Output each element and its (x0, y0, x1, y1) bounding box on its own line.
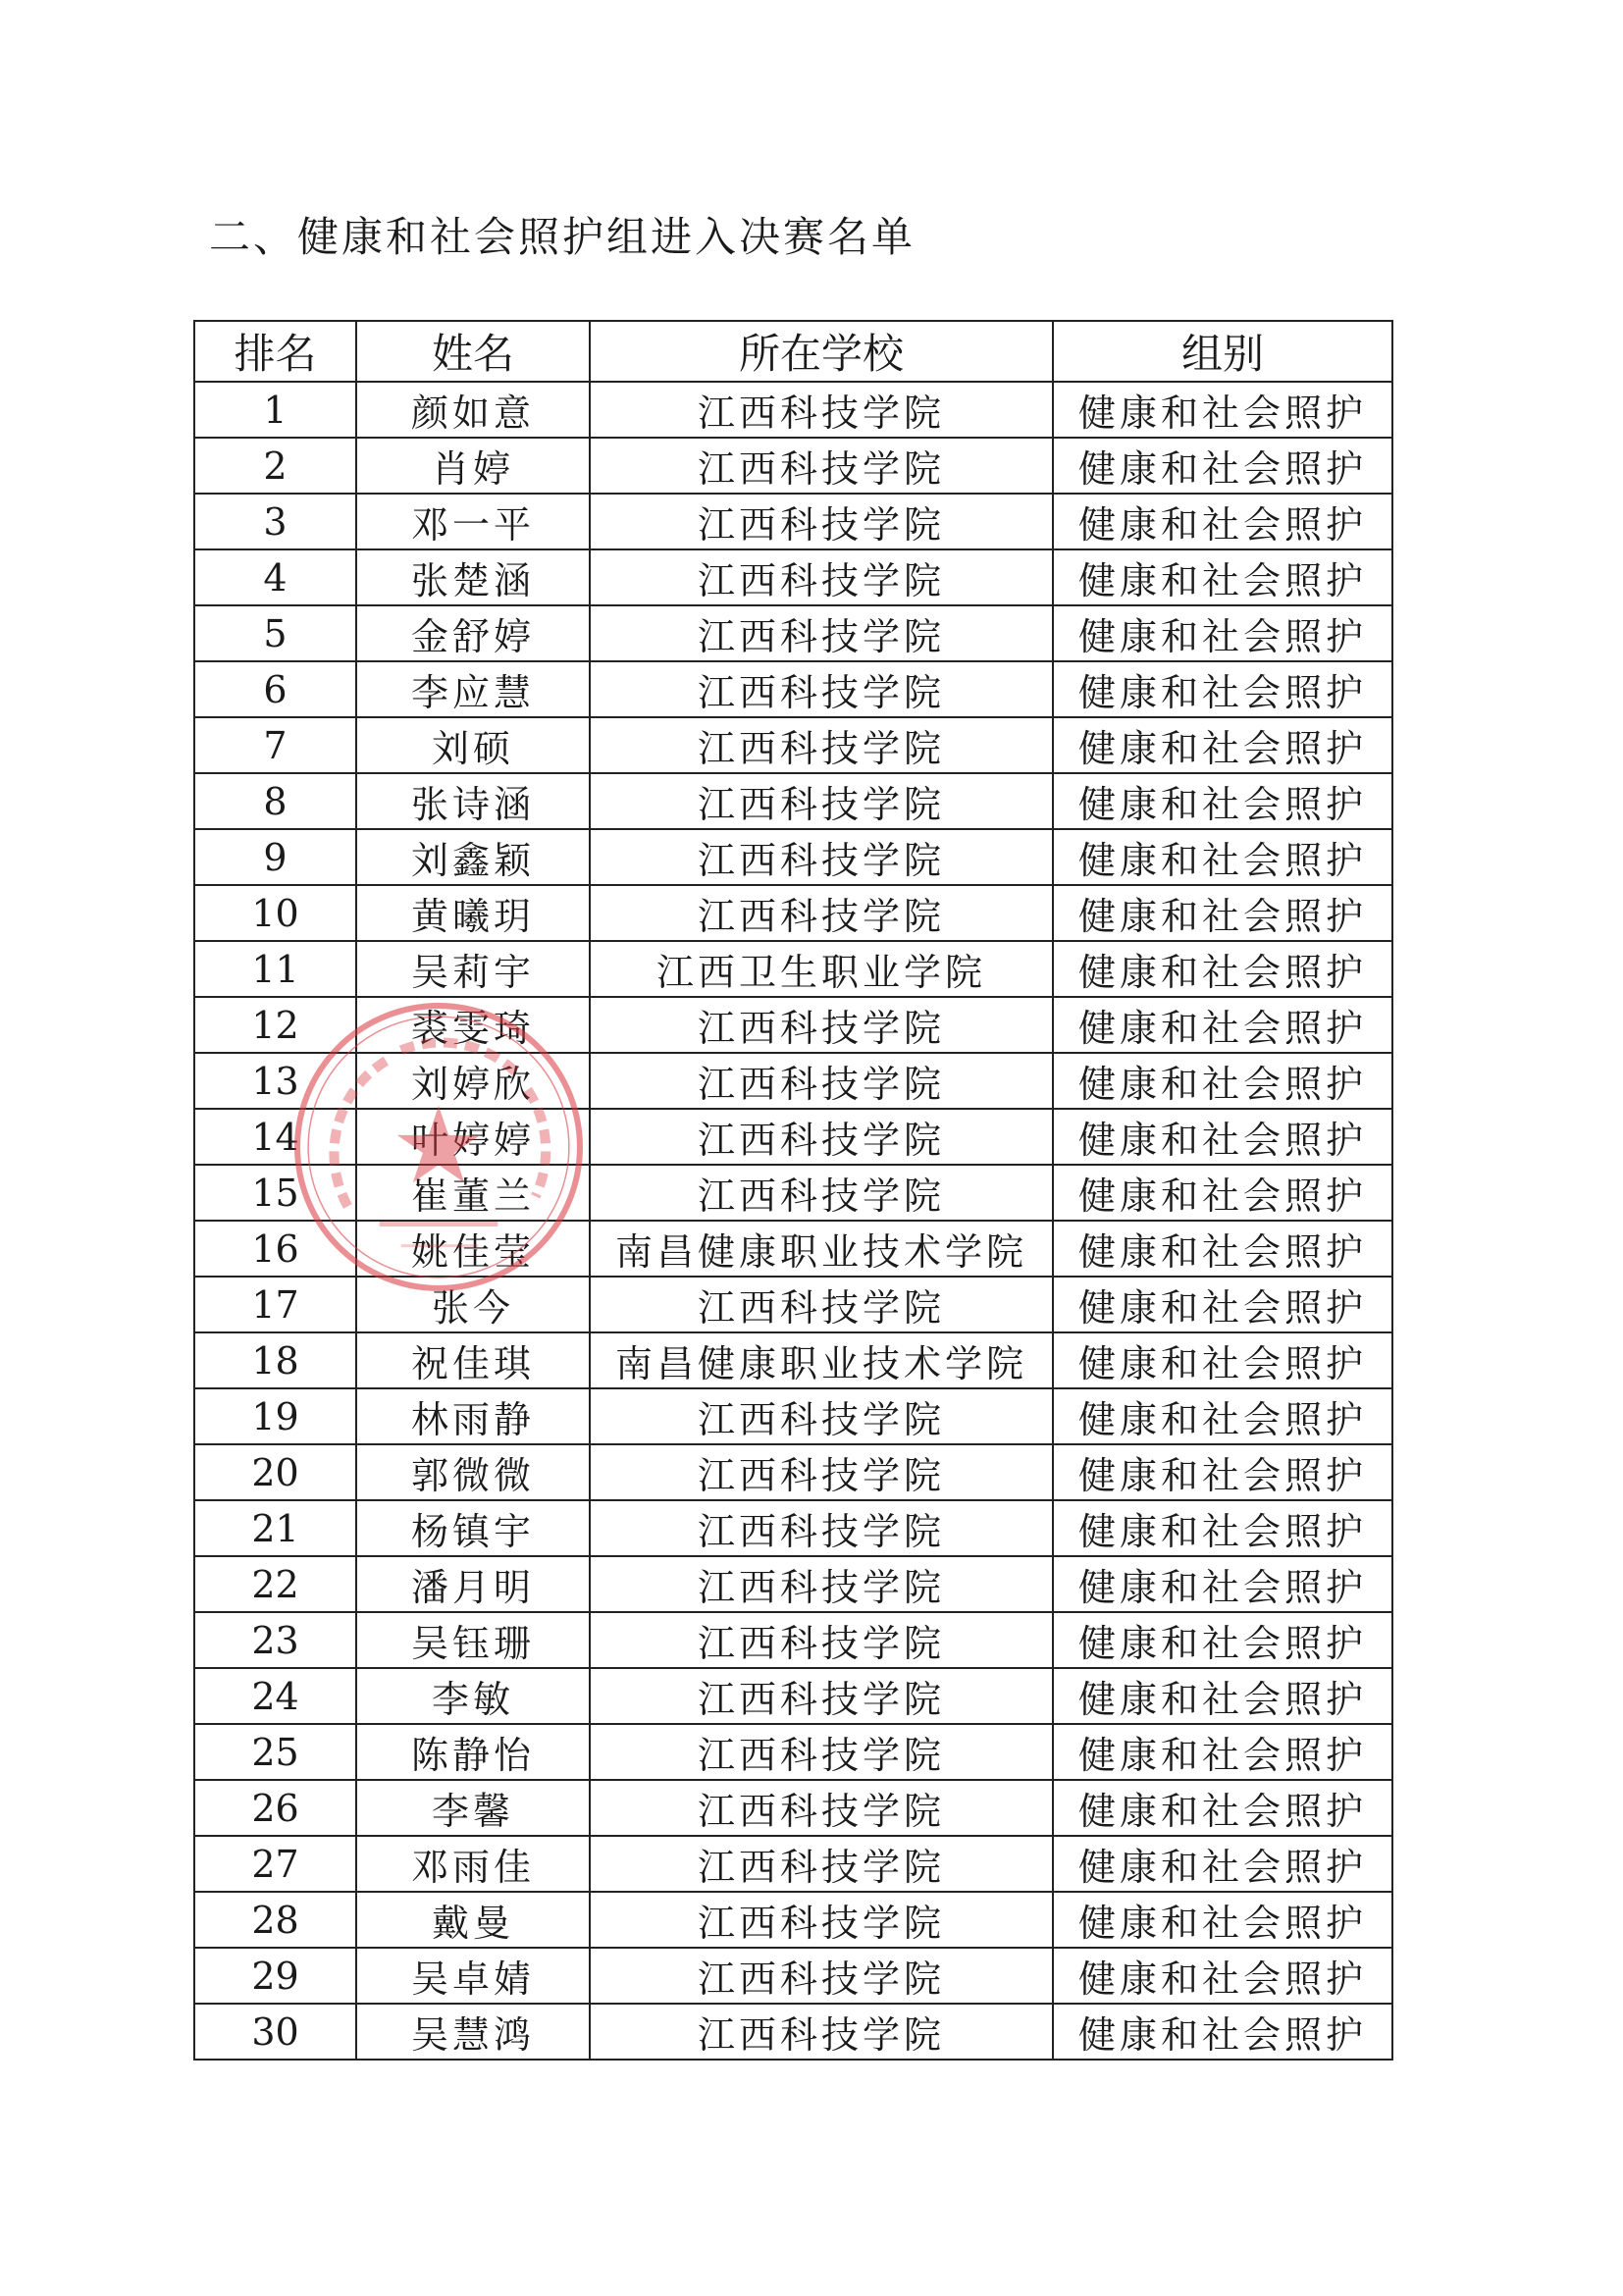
table-row (194, 438, 1392, 494)
table-row (194, 1109, 1392, 1165)
rank-cell: 16 (194, 1221, 356, 1277)
group-cell: 健康和社会照护 (1053, 1892, 1392, 1948)
rank-cell: 13 (194, 1053, 356, 1109)
rank-cell: 17 (194, 1277, 356, 1332)
table-row (194, 605, 1392, 661)
table-row (194, 1612, 1392, 1668)
rank-cell: 24 (194, 1668, 356, 1724)
name-cell: 崔董兰 (356, 1165, 590, 1221)
name-cell: 黄曦玥 (356, 885, 590, 941)
group-cell: 健康和社会照护 (1053, 1724, 1392, 1780)
name-cell: 邓雨佳 (356, 1836, 590, 1892)
group-cell: 健康和社会照护 (1053, 829, 1392, 885)
table-body (194, 382, 1392, 2060)
rank-cell: 8 (194, 773, 356, 829)
table-row (194, 717, 1392, 773)
name-cell: 张楚涵 (356, 549, 590, 605)
table-row (194, 549, 1392, 605)
school-cell: 江西科技学院 (590, 494, 1053, 549)
table-row (194, 2004, 1392, 2060)
table-row (194, 1221, 1392, 1277)
name-cell: 张今 (356, 1277, 590, 1332)
name-cell: 叶婷婷 (356, 1109, 590, 1165)
table-row (194, 1444, 1392, 1500)
table-row (194, 1165, 1392, 1221)
name-cell: 裘雯琦 (356, 997, 590, 1053)
rank-cell: 20 (194, 1444, 356, 1500)
school-cell: 江西科技学院 (590, 382, 1053, 438)
rank-cell: 26 (194, 1780, 356, 1836)
header-rank: 排名 (194, 321, 356, 382)
rank-cell: 14 (194, 1109, 356, 1165)
group-cell: 健康和社会照护 (1053, 885, 1392, 941)
name-cell: 潘月明 (356, 1556, 590, 1612)
rank-cell: 27 (194, 1836, 356, 1892)
school-cell: 江西科技学院 (590, 605, 1053, 661)
group-cell: 健康和社会照护 (1053, 941, 1392, 997)
group-cell: 健康和社会照护 (1053, 1165, 1392, 1221)
group-cell: 健康和社会照护 (1053, 1836, 1392, 1892)
school-cell: 江西卫生职业学院 (590, 941, 1053, 997)
name-cell: 李应慧 (356, 661, 590, 717)
name-cell: 吴慧鸿 (356, 2004, 590, 2060)
name-cell: 吴卓婧 (356, 1948, 590, 2004)
name-cell: 郭微微 (356, 1444, 590, 1500)
group-cell: 健康和社会照护 (1053, 1668, 1392, 1724)
rank-cell: 21 (194, 1500, 356, 1556)
rank-cell: 4 (194, 549, 356, 605)
name-cell: 戴曼 (356, 1892, 590, 1948)
group-cell: 健康和社会照护 (1053, 1948, 1392, 2004)
finalist-table (193, 320, 1393, 2061)
name-cell: 金舒婷 (356, 605, 590, 661)
table-row (194, 1556, 1392, 1612)
name-cell: 颜如意 (356, 382, 590, 438)
rank-cell: 28 (194, 1892, 356, 1948)
rank-cell: 3 (194, 494, 356, 549)
table-row (194, 1780, 1392, 1836)
group-cell: 健康和社会照护 (1053, 438, 1392, 494)
school-cell: 江西科技学院 (590, 1277, 1053, 1332)
group-cell: 健康和社会照护 (1053, 1780, 1392, 1836)
name-cell: 祝佳琪 (356, 1332, 590, 1388)
rank-cell: 23 (194, 1612, 356, 1668)
group-cell: 健康和社会照护 (1053, 661, 1392, 717)
group-cell: 健康和社会照护 (1053, 1388, 1392, 1444)
group-cell: 健康和社会照护 (1053, 1109, 1392, 1165)
group-cell: 健康和社会照护 (1053, 1053, 1392, 1109)
group-cell: 健康和社会照护 (1053, 549, 1392, 605)
group-cell: 健康和社会照护 (1053, 717, 1392, 773)
school-cell: 江西科技学院 (590, 1892, 1053, 1948)
table-row (194, 1948, 1392, 2004)
group-cell: 健康和社会照护 (1053, 1332, 1392, 1388)
group-cell: 健康和社会照护 (1053, 1277, 1392, 1332)
school-cell: 江西科技学院 (590, 1612, 1053, 1668)
table-header-row (194, 321, 1392, 382)
rank-cell: 15 (194, 1165, 356, 1221)
school-cell: 江西科技学院 (590, 1724, 1053, 1780)
table-row (194, 494, 1392, 549)
group-cell: 健康和社会照护 (1053, 2004, 1392, 2060)
rank-cell: 19 (194, 1388, 356, 1444)
header-school: 所在学校 (590, 321, 1053, 382)
group-cell: 健康和社会照护 (1053, 494, 1392, 549)
group-cell: 健康和社会照护 (1053, 1556, 1392, 1612)
name-cell: 吴莉宇 (356, 941, 590, 997)
name-cell: 刘硕 (356, 717, 590, 773)
name-cell: 李敏 (356, 1668, 590, 1724)
rank-cell: 25 (194, 1724, 356, 1780)
school-cell: 江西科技学院 (590, 1836, 1053, 1892)
school-cell: 江西科技学院 (590, 1388, 1053, 1444)
school-cell: 江西科技学院 (590, 773, 1053, 829)
group-cell: 健康和社会照护 (1053, 1444, 1392, 1500)
table-row (194, 1892, 1392, 1948)
name-cell: 陈静怡 (356, 1724, 590, 1780)
group-cell: 健康和社会照护 (1053, 1500, 1392, 1556)
header-name: 姓名 (356, 321, 590, 382)
school-cell: 江西科技学院 (590, 549, 1053, 605)
school-cell: 江西科技学院 (590, 1109, 1053, 1165)
school-cell: 江西科技学院 (590, 661, 1053, 717)
school-cell: 江西科技学院 (590, 1556, 1053, 1612)
group-cell: 健康和社会照护 (1053, 1612, 1392, 1668)
section-heading: 二、健康和社会照护组进入决赛名单 (209, 213, 916, 261)
rank-cell: 6 (194, 661, 356, 717)
school-cell: 江西科技学院 (590, 997, 1053, 1053)
rank-cell: 9 (194, 829, 356, 885)
table-row (194, 829, 1392, 885)
table-row (194, 1500, 1392, 1556)
school-cell: 南昌健康职业技术学院 (590, 1332, 1053, 1388)
table-row (194, 382, 1392, 438)
school-cell: 江西科技学院 (590, 1500, 1053, 1556)
school-cell: 江西科技学院 (590, 1780, 1053, 1836)
name-cell: 杨镇宇 (356, 1500, 590, 1556)
table-row (194, 1724, 1392, 1780)
group-cell: 健康和社会照护 (1053, 605, 1392, 661)
rank-cell: 7 (194, 717, 356, 773)
rank-cell: 18 (194, 1332, 356, 1388)
name-cell: 刘鑫颖 (356, 829, 590, 885)
name-cell: 刘婷欣 (356, 1053, 590, 1109)
name-cell: 姚佳莹 (356, 1221, 590, 1277)
table-row (194, 1332, 1392, 1388)
table-row (194, 661, 1392, 717)
table-row (194, 1388, 1392, 1444)
rank-cell: 12 (194, 997, 356, 1053)
header-group: 组别 (1053, 321, 1392, 382)
group-cell: 健康和社会照护 (1053, 382, 1392, 438)
school-cell: 江西科技学院 (590, 2004, 1053, 2060)
school-cell: 江西科技学院 (590, 1668, 1053, 1724)
name-cell: 张诗涵 (356, 773, 590, 829)
rank-cell: 29 (194, 1948, 356, 2004)
school-cell: 江西科技学院 (590, 1165, 1053, 1221)
rank-cell: 1 (194, 382, 356, 438)
rank-cell: 2 (194, 438, 356, 494)
rank-cell: 5 (194, 605, 356, 661)
name-cell: 林雨静 (356, 1388, 590, 1444)
table-row (194, 1836, 1392, 1892)
table-row (194, 1668, 1392, 1724)
school-cell: 江西科技学院 (590, 717, 1053, 773)
rank-cell: 30 (194, 2004, 356, 2060)
school-cell: 江西科技学院 (590, 1053, 1053, 1109)
table-row (194, 1277, 1392, 1332)
name-cell: 吴钰珊 (356, 1612, 590, 1668)
group-cell: 健康和社会照护 (1053, 1221, 1392, 1277)
school-cell: 江西科技学院 (590, 885, 1053, 941)
name-cell: 邓一平 (356, 494, 590, 549)
name-cell: 肖婷 (356, 438, 590, 494)
school-cell: 江西科技学院 (590, 829, 1053, 885)
rank-cell: 22 (194, 1556, 356, 1612)
table-row (194, 885, 1392, 941)
school-cell: 江西科技学院 (590, 1444, 1053, 1500)
group-cell: 健康和社会照护 (1053, 773, 1392, 829)
table-row (194, 773, 1392, 829)
name-cell: 李馨 (356, 1780, 590, 1836)
rank-cell: 11 (194, 941, 356, 997)
table-row (194, 941, 1392, 997)
school-cell: 南昌健康职业技术学院 (590, 1221, 1053, 1277)
school-cell: 江西科技学院 (590, 438, 1053, 494)
group-cell: 健康和社会照护 (1053, 997, 1392, 1053)
table-row (194, 997, 1392, 1053)
school-cell: 江西科技学院 (590, 1948, 1053, 2004)
table-row (194, 1053, 1392, 1109)
rank-cell: 10 (194, 885, 356, 941)
